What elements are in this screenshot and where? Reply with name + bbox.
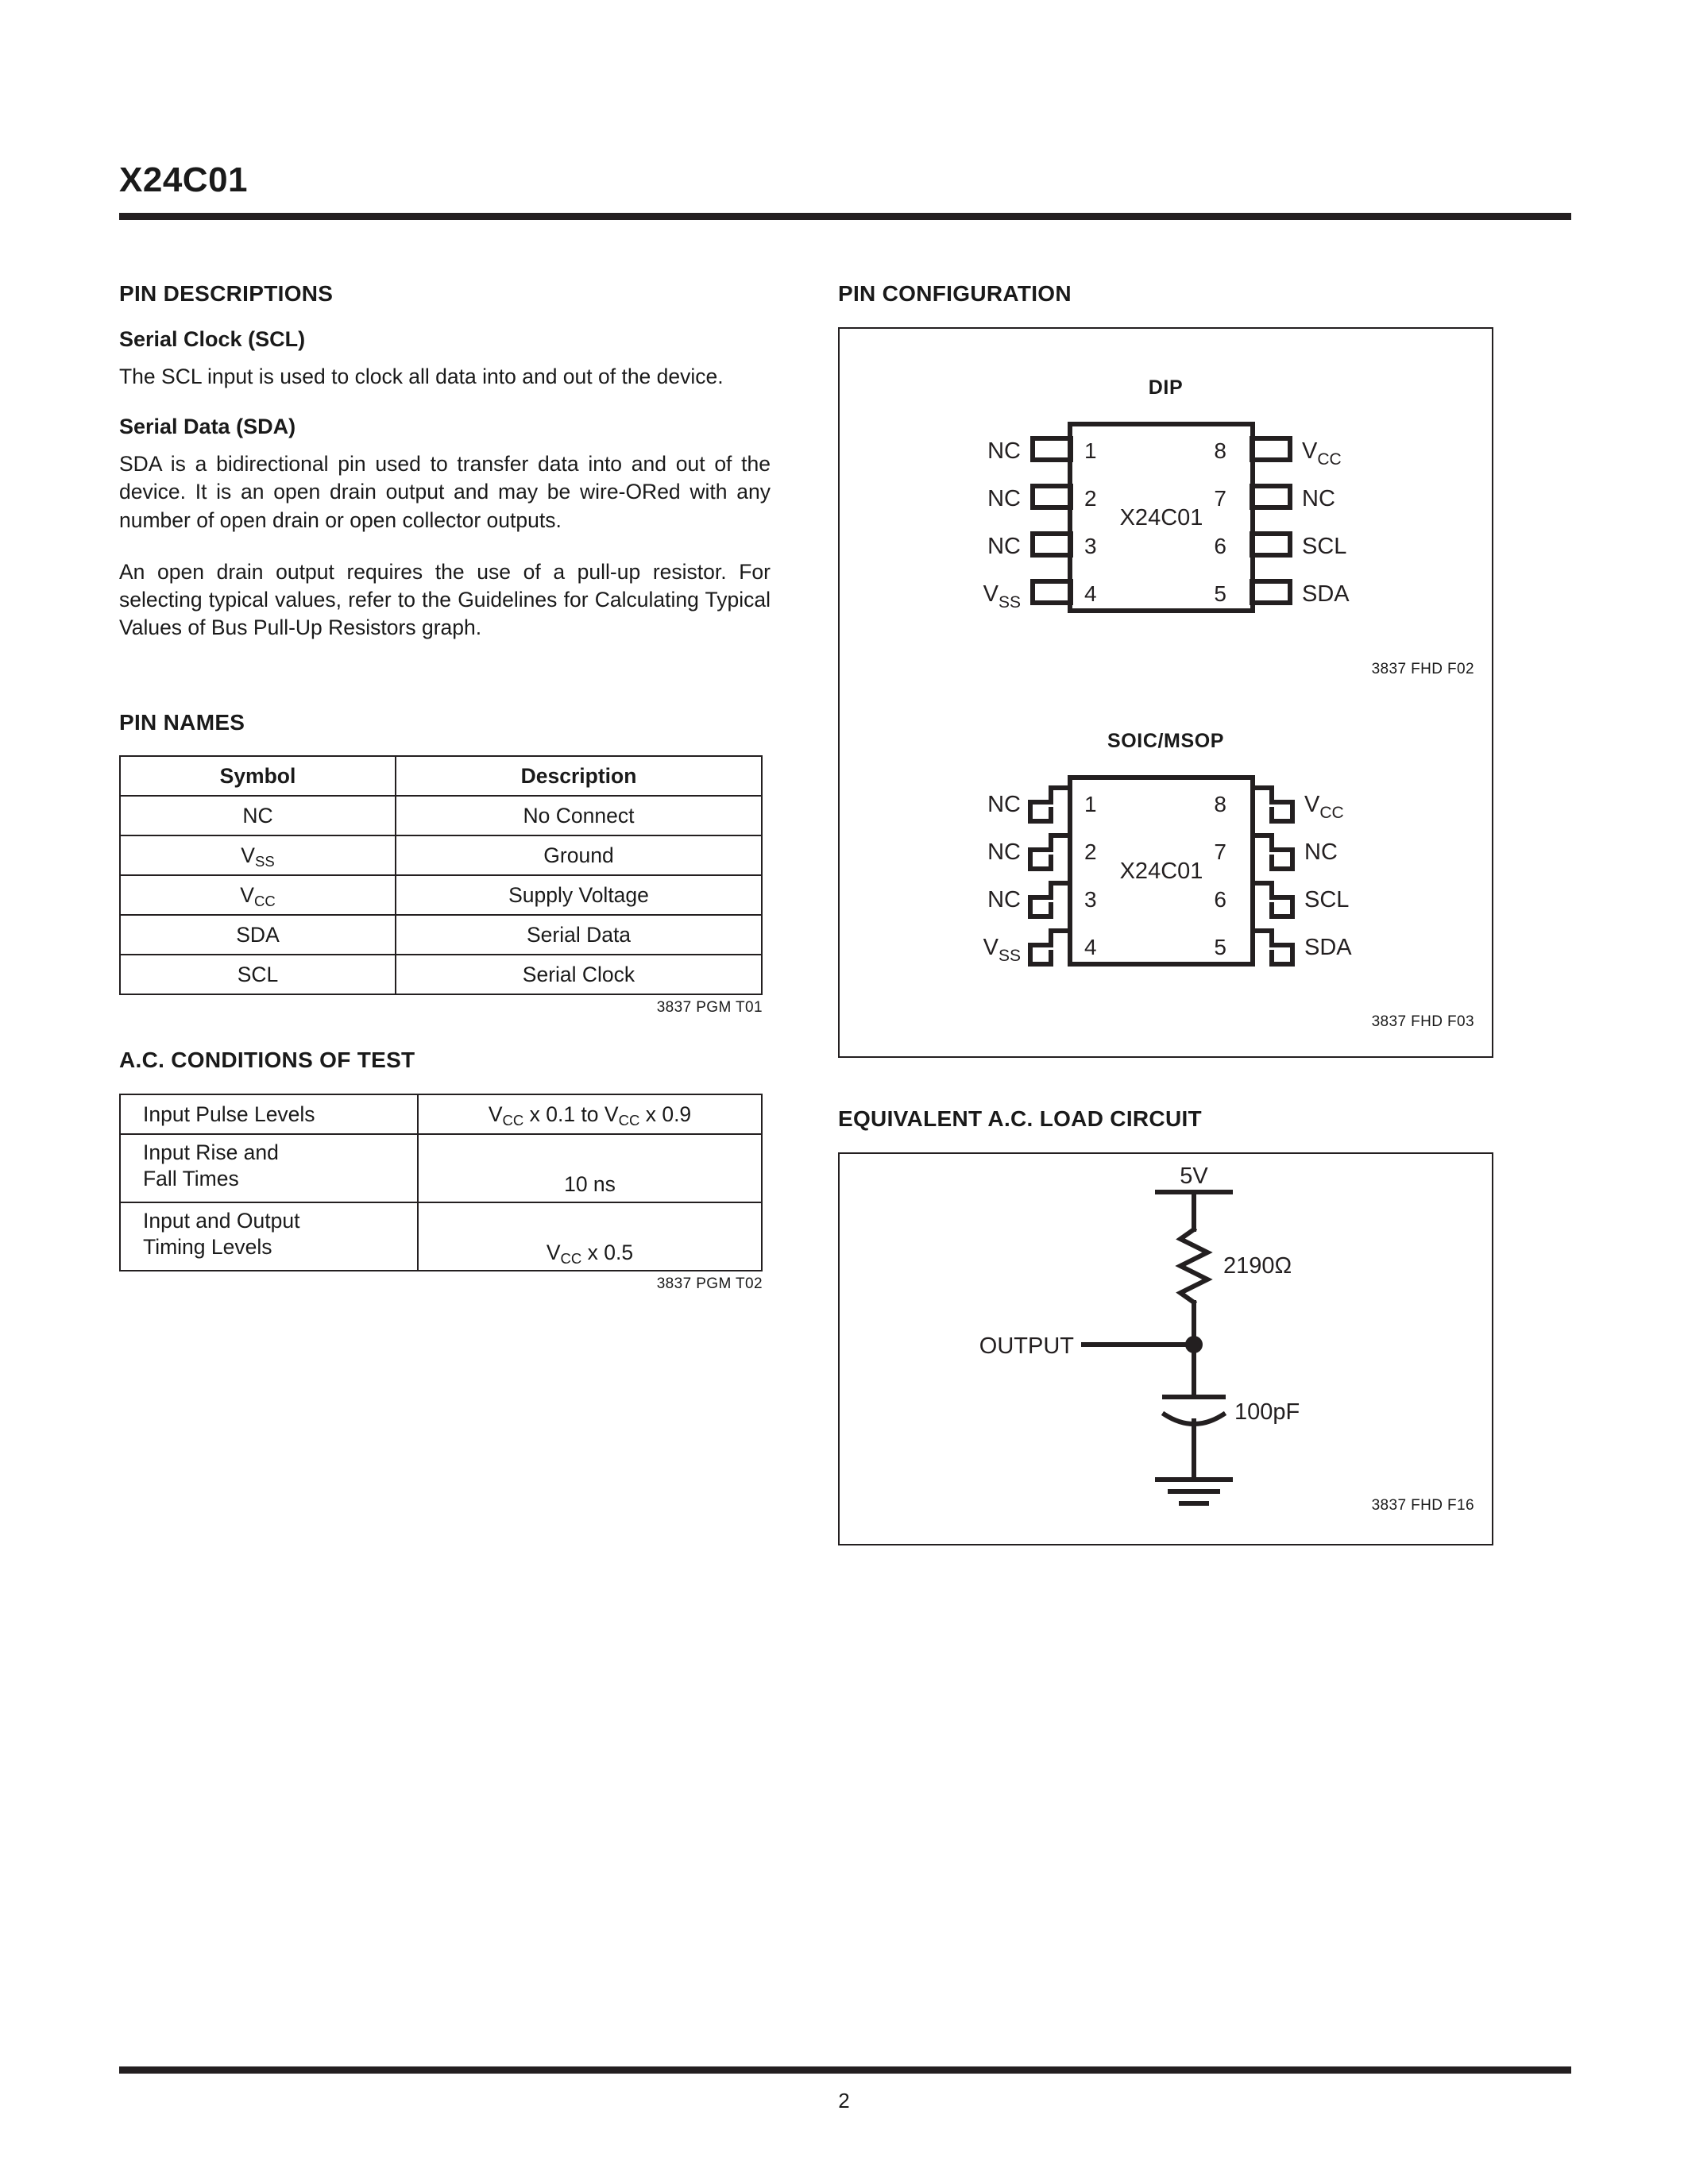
table-row xyxy=(120,1134,762,1202)
pin-symbol-cell: $V_{CC}$ xyxy=(120,875,396,915)
pin-description-cell: Ground xyxy=(396,835,762,875)
svg-text:4: 4 xyxy=(1084,934,1097,959)
pin-configuration-heading: PIN CONFIGURATION xyxy=(838,281,1072,306)
svg-text:NC: NC xyxy=(987,438,1021,464)
right-column xyxy=(838,282,1493,1545)
svg-text:7: 7 xyxy=(1214,839,1226,864)
page-title: X24C01 xyxy=(119,160,249,199)
table-row xyxy=(120,915,762,955)
column-header-description: Description xyxy=(396,756,762,796)
svg-text:6: 6 xyxy=(1214,886,1226,912)
svg-text:VSS: $V_{SS}$ xyxy=(983,581,1021,612)
pull-up-resistor-text: An open drain output requires the use of a pull-up resistor. For selecting typical values, refer to the Guidelines for Calculating Typical Values of Bus Pull-Up Resistors graph. xyxy=(119,559,771,640)
pin-symbol-cell: SCL xyxy=(120,955,396,994)
svg-text:8: 8 xyxy=(1214,438,1226,463)
pin-names-caption: 3837 PGM T01 xyxy=(656,999,763,1017)
column-header-symbol: Symbol xyxy=(120,756,396,796)
table-header-row xyxy=(120,756,762,796)
table-row xyxy=(120,955,762,994)
ac-row-value: 10 ns xyxy=(418,1134,762,1202)
svg-text:5: 5 xyxy=(1214,934,1226,959)
svg-text:X24C01: X24C01 xyxy=(1119,504,1203,531)
soic-figure-caption: 3837 FHD F03 xyxy=(1371,1013,1474,1030)
ac-row-label: Input Pulse Levels xyxy=(120,1094,418,1134)
soic-package-title: SOIC/MSOP xyxy=(1107,729,1225,752)
pin-names-table xyxy=(119,755,763,995)
pin-description-cell: No Connect xyxy=(396,796,762,835)
svg-text:2: 2 xyxy=(1084,485,1097,511)
soic-package-drawing xyxy=(840,758,1491,996)
svg-text:NC: NC xyxy=(987,791,1021,817)
svg-text:5: 5 xyxy=(1214,581,1226,606)
header-rule xyxy=(119,213,1571,220)
svg-text:1: 1 xyxy=(1084,438,1097,463)
load-circuit-caption: 3837 FHD F16 xyxy=(1371,1496,1474,1514)
dip-package-title: DIP xyxy=(1148,376,1184,399)
ac-row-value: $V_{CC}$ x 0.1 to $V_{CC}$ x 0.9 xyxy=(418,1094,762,1134)
svg-text:VCC: $V_{CC}$ xyxy=(1304,791,1344,822)
ac-row-label: Input Rise and Fall Times xyxy=(120,1134,418,1202)
table-row xyxy=(120,1094,762,1134)
pin-description-cell: Serial Data xyxy=(396,915,762,955)
svg-text:NC: NC xyxy=(987,485,1021,511)
resistor-label: 2190Ω xyxy=(1223,1252,1292,1279)
serial-data-text: SDA is a bidirectional pin used to transfer data into and out of the device. It is an open drain output and may be wire-ORed with any number of open drain or open collector outputs. xyxy=(119,452,771,532)
svg-text:X24C01: X24C01 xyxy=(1119,858,1203,884)
pin-symbol-cell: $V_{SS}$ xyxy=(120,835,396,875)
ac-conditions-caption: 3837 PGM T02 xyxy=(656,1275,763,1293)
table-row xyxy=(120,875,762,915)
svg-text:SDA: SDA xyxy=(1304,934,1352,960)
svg-text:VCC: $V_{CC}$ xyxy=(1302,438,1342,469)
table-row xyxy=(120,1202,762,1271)
svg-text:8: 8 xyxy=(1214,791,1226,816)
capacitor-label: 100pF xyxy=(1234,1399,1300,1425)
svg-text:NC: NC xyxy=(1302,485,1335,511)
svg-text:2: 2 xyxy=(1084,839,1097,864)
svg-text:VSS: $V_{SS}$ xyxy=(983,934,1021,965)
svg-text:7: 7 xyxy=(1214,485,1226,511)
svg-text:3: 3 xyxy=(1084,886,1097,912)
junction-dot xyxy=(1185,1336,1203,1353)
svg-text:NC: NC xyxy=(987,839,1021,865)
output-label: OUTPUT xyxy=(979,1333,1074,1359)
load-circuit-drawing xyxy=(840,1154,1491,1545)
footer-rule xyxy=(119,2066,1571,2074)
serial-clock-text: The SCL input is used to clock all data into and out of the device. xyxy=(119,364,724,388)
pin-names-heading: PIN NAMES xyxy=(119,709,245,735)
pin-description-cell: Supply Voltage xyxy=(396,875,762,915)
pin-description-cell: Serial Clock xyxy=(396,955,762,994)
ac-row-label: Input and Output Timing Levels xyxy=(120,1202,418,1271)
dip-package-drawing xyxy=(840,404,1491,642)
svg-text:SCL: SCL xyxy=(1304,886,1350,913)
pin-symbol-cell: NC xyxy=(120,796,396,835)
page-number: 2 xyxy=(838,2089,850,2113)
table-row xyxy=(120,796,762,835)
ac-row-value: $V_{CC}$ x 0.5 xyxy=(418,1202,762,1271)
svg-text:3: 3 xyxy=(1084,533,1097,558)
svg-text:NC: NC xyxy=(1304,839,1338,865)
ac-conditions-table xyxy=(119,1094,763,1271)
svg-text:6: 6 xyxy=(1214,533,1226,558)
svg-text:SCL: SCL xyxy=(1302,533,1347,559)
table-row xyxy=(120,835,762,875)
svg-text:SDA: SDA xyxy=(1302,581,1350,607)
ac-conditions-heading: A.C. CONDITIONS OF TEST xyxy=(119,1048,415,1073)
pin-symbol-cell: SDA xyxy=(120,915,396,955)
svg-text:1: 1 xyxy=(1084,791,1097,816)
pin-descriptions-heading: PIN DESCRIPTIONS xyxy=(119,281,334,306)
left-column xyxy=(119,282,771,1293)
load-circuit-figure xyxy=(838,1152,1493,1545)
pin-configuration-figure xyxy=(838,327,1493,1058)
dip-figure-caption: 3837 FHD F02 xyxy=(1371,660,1474,677)
serial-data-heading: Serial Data (SDA) xyxy=(119,415,296,439)
supply-label: 5V xyxy=(1180,1163,1208,1189)
svg-text:4: 4 xyxy=(1084,581,1097,606)
svg-text:NC: NC xyxy=(987,886,1021,913)
svg-text:NC: NC xyxy=(987,533,1021,559)
serial-clock-heading: Serial Clock (SCL) xyxy=(119,326,306,351)
load-circuit-heading: EQUIVALENT A.C. LOAD CIRCUIT xyxy=(838,1106,1202,1131)
